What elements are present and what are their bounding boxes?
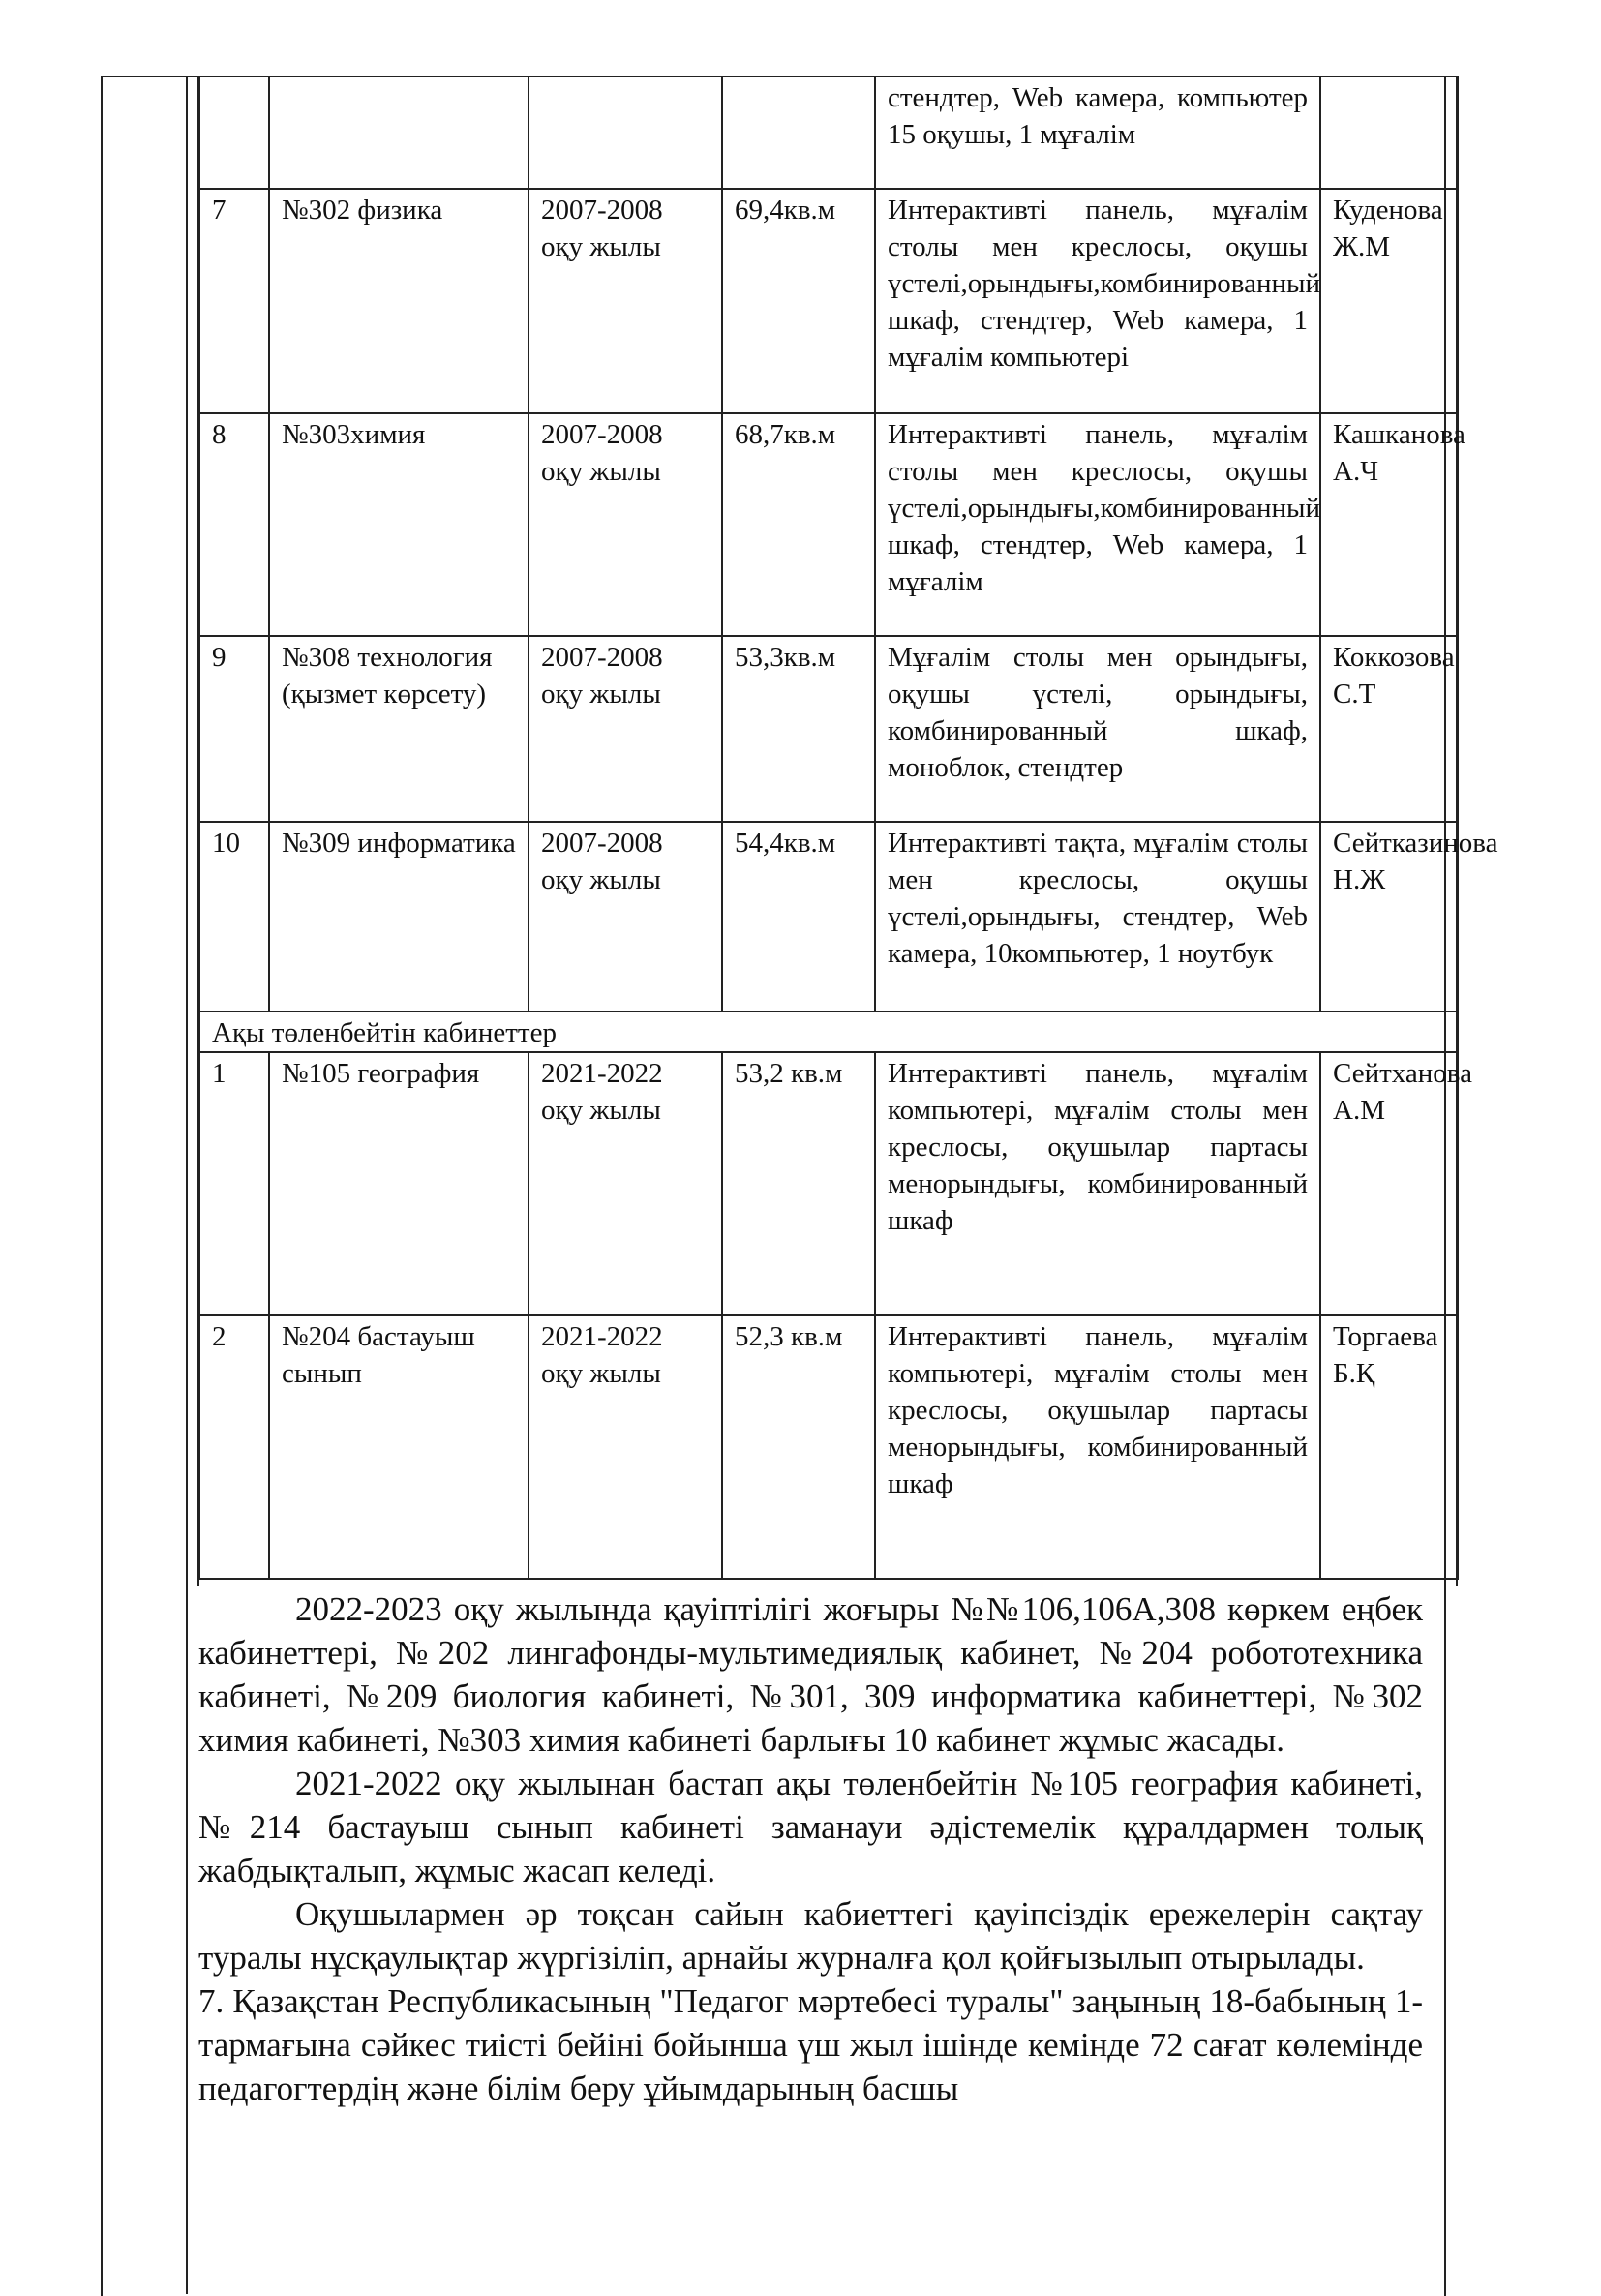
table-row — [199, 189, 1458, 413]
cell-equipment: Интерактивті панель, мұғалім столы мен креслосы, оқушы үстелі,орындығы,комбинированный шкаф, стендтер, Web камера, 1 мұғалім компьютері — [875, 189, 1320, 413]
cell-responsible: Сейтханова А.М — [1320, 1052, 1458, 1315]
cell-room: №309 информатика — [269, 822, 529, 1012]
section-title: Ақы төленбейтін кабинеттер — [199, 1012, 1458, 1052]
cell-room: №308 технология (қызмет көрсету) — [269, 636, 529, 822]
cell-area: 54,4кв.м — [722, 822, 875, 1012]
cell-year: 2021-2022 оқу жылы — [529, 1052, 722, 1315]
cell-room: №303химия — [269, 413, 529, 636]
cell-year: 2007-2008 оқу жылы — [529, 636, 722, 822]
cell-area: 69,4кв.м — [722, 189, 875, 413]
cell-responsible: Торгаева Б.Қ — [1320, 1315, 1458, 1579]
table-row — [199, 1052, 1458, 1315]
paragraph: 2022-2023 оқу жылында қауіптілігі жоғыры №№106,106А,308 көркем еңбек кабинеттері, №202 лингафонды-мультимедиялық кабинет, №204 робототехника кабинеті, №209 биология кабинеті, №301, 309 информатика кабинеттері, №302 химия кабинеті, №303 химия кабинеті барлығы 10 кабинет жұмыс жасады. — [198, 1590, 1423, 1759]
cell-area: 53,3кв.м — [722, 636, 875, 822]
table-row — [199, 822, 1458, 1012]
cell-year — [529, 76, 722, 189]
cell-num: 9 — [199, 636, 269, 822]
cell-responsible: Куденова Ж.М — [1320, 189, 1458, 413]
cell-year: 2007-2008 оқу жылы — [529, 413, 722, 636]
cell-num: 7 — [199, 189, 269, 413]
cell-num: 2 — [199, 1315, 269, 1579]
cell-equipment: стендтер, Web камера, компьютер 15 оқушы, 1 мұғалім — [875, 76, 1320, 189]
cell-area: 53,2 кв.м — [722, 1052, 875, 1315]
body-text — [198, 1587, 1423, 2110]
cell-equipment: Мұғалім столы мен орындығы, оқушы үстелі, орындығы, комбинированный шкаф, моноблок, стендтер — [875, 636, 1320, 822]
cell-equipment: Интерактивті тақта, мұғалім столы мен креслосы, оқушы үстелі,орындығы, стендтер, Web камера, 10компьютер, 1 ноутбук — [875, 822, 1320, 1012]
cell-num: 10 — [199, 822, 269, 1012]
table-row — [199, 413, 1458, 636]
cell-equipment: Интерактивті панель, мұғалім столы мен креслосы, оқушы үстелі,орындығы,комбинированный шкаф, стендтер, Web камера, 1 мұғалім — [875, 413, 1320, 636]
cell-area: 52,3 кв.м — [722, 1315, 875, 1579]
cell-year: 2007-2008 оқу жылы — [529, 822, 722, 1012]
cell-year: 2007-2008 оқу жылы — [529, 189, 722, 413]
cell-num: 8 — [199, 413, 269, 636]
cell-room — [269, 76, 529, 189]
table-row — [199, 636, 1458, 822]
paragraph: Оқушылармен әр тоқсан сайын кабиеттегі қауіпсіздік ережелерін сақтау туралы нұсқаулықтар жүргізіліп, арнайы журналға қол қойғызылып отырылады. — [198, 1895, 1423, 1977]
cell-responsible: Кашканова А.Ч — [1320, 413, 1458, 636]
table-section-row — [199, 1012, 1458, 1052]
cell-room: №105 география — [269, 1052, 529, 1315]
cell-equipment: Интерактивті панель, мұғалім компьютері, мұғалім столы мен креслосы, оқушылар партасы менорындығы, комбинированный шкаф — [875, 1052, 1320, 1315]
cell-equipment: Интерактивті панель, мұғалім компьютері, мұғалім столы мен креслосы, оқушылар партасы менорындығы, комбинированный шкаф — [875, 1315, 1320, 1579]
paragraph: 2021-2022 оқу жылынан бастап ақы төленбейтін №105 география кабинеті, №214 бастауыш сынып кабинеті заманауи әдістемелік құралдармен толық жабдықталып, жұмыс жасап келеді. — [198, 1765, 1423, 1889]
cell-responsible: Коккозова С.Т — [1320, 636, 1458, 822]
cell-responsible — [1320, 76, 1458, 189]
cell-area — [722, 76, 875, 189]
cell-room: №302 физика — [269, 189, 529, 413]
table-row — [199, 1315, 1458, 1579]
cell-room: №204 бастауыш сынып — [269, 1315, 529, 1579]
cell-num: 1 — [199, 1052, 269, 1315]
table-row — [199, 76, 1458, 189]
classrooms-table — [198, 76, 1498, 1580]
paragraph: 7. Қазақстан Республикасының "Педагог мәртебесі туралы" заңының 18-бабының 1-тармағына сәйкес тиісті бейіні бойынша үш жыл ішінде кемінде 72 сағат көлемінде педагогтердің және білім беру ұйымдарының басшы — [198, 1982, 1423, 2107]
cell-responsible: Сейтказинова Н.Ж — [1320, 822, 1458, 1012]
cell-year: 2021-2022 оқу жылы — [529, 1315, 722, 1579]
cell-area: 68,7кв.м — [722, 413, 875, 636]
cell-num — [199, 76, 269, 189]
frame-divider — [186, 76, 188, 2294]
